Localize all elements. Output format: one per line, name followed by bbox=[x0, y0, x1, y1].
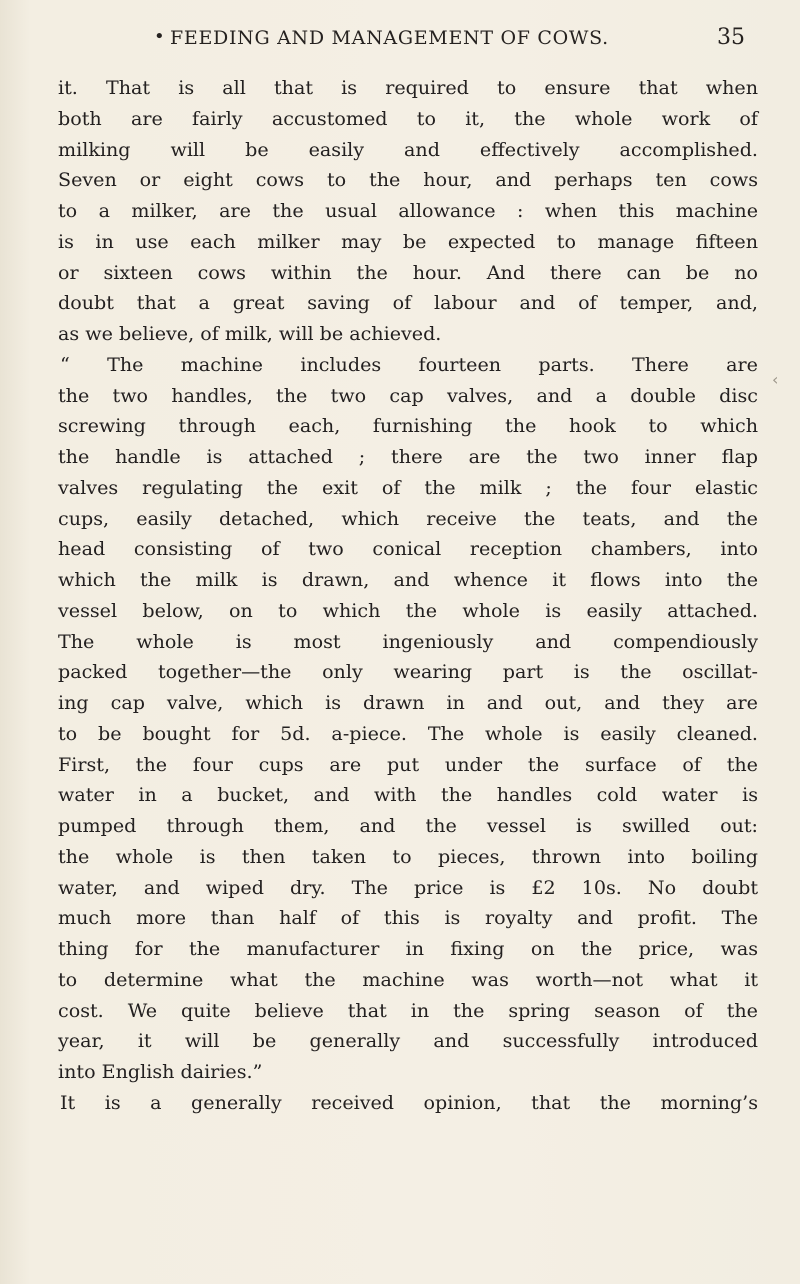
text-line: cost. We quite believe that in the spring season of the bbox=[58, 998, 758, 1022]
running-title: FEEDING AND MANAGEMENT OF COWS. bbox=[170, 27, 609, 49]
text-line: packed together—the only wearing part is the oscillat- bbox=[58, 660, 758, 684]
text-line: Seven or eight cows to the hour, and perhaps ten cows bbox=[58, 168, 758, 192]
page-number: 35 bbox=[717, 25, 745, 50]
text-line: valves regulating the exit of the milk ; the four elastic bbox=[58, 475, 758, 499]
text-line: to determine what the machine was worth—not what it bbox=[58, 967, 758, 991]
running-header bbox=[154, 18, 745, 58]
text-line: which the milk is drawn, and whence it flows into the bbox=[58, 568, 758, 591]
text-line: water in a bucket, and with the handles cold water is bbox=[58, 783, 758, 807]
text-line: the whole is then taken to pieces, thrown into boiling bbox=[58, 844, 758, 868]
text-line: head consisting of two conical reception chambers, into bbox=[58, 537, 758, 561]
text-line: water, and wiped dry. The price is £2 10s. No doubt bbox=[58, 875, 758, 899]
margin-mark: ‹ bbox=[772, 370, 779, 389]
text-line: into English dairies.” bbox=[58, 1060, 263, 1083]
text-line: It is a generally received opinion, that the morning’s bbox=[60, 1090, 758, 1114]
text-line: both are fairly accustomed to it, the whole work of bbox=[58, 106, 758, 130]
text-line: year, it will be generally and successfully introduced bbox=[58, 1029, 758, 1053]
body-text bbox=[58, 73, 758, 1119]
text-line: milking will be easily and effectively accomplished. bbox=[58, 137, 758, 161]
text-line: pumped through them, and the vessel is swilled out: bbox=[58, 814, 758, 837]
text-line: the handle is attached ; there are the two inner flap bbox=[58, 445, 758, 468]
text-line: it. That is all that is required to ensure that when bbox=[58, 76, 758, 99]
text-line: screwing through each, furnishing the hook to which bbox=[58, 414, 758, 438]
text-line: is in use each milker may be expected to manage fifteen bbox=[58, 229, 758, 253]
text-line: thing for the manufacturer in fixing on the price, was bbox=[58, 937, 758, 960]
text-line: to be bought for 5d. a-piece. The whole is easily cleaned. bbox=[58, 721, 758, 745]
header-ornament: • bbox=[154, 26, 165, 47]
text-line: the two handles, the two cap valves, and a double disc bbox=[58, 383, 758, 407]
text-line: First, the four cups are put under the surface of the bbox=[58, 752, 758, 776]
text-line: to a milker, are the usual allowance : when this machine bbox=[58, 199, 758, 222]
text-line: as we believe, of milk, will be achieved. bbox=[58, 322, 442, 345]
text-line: ing cap valve, which is drawn in and out, and they are bbox=[58, 691, 758, 714]
text-line: “ The machine includes fourteen parts. There are bbox=[60, 352, 758, 376]
text-line: doubt that a great saving of labour and of temper, and, bbox=[58, 291, 758, 315]
text-line: or sixteen cows within the hour. And there can be no bbox=[58, 260, 758, 284]
text-line: much more than half of this is royalty and profit. The bbox=[58, 906, 758, 930]
text-line: cups, easily detached, which receive the teats, and the bbox=[58, 506, 758, 530]
text-line: vessel below, on to which the whole is easily attached. bbox=[58, 598, 758, 622]
text-line: The whole is most ingeniously and compendiously bbox=[58, 629, 758, 653]
